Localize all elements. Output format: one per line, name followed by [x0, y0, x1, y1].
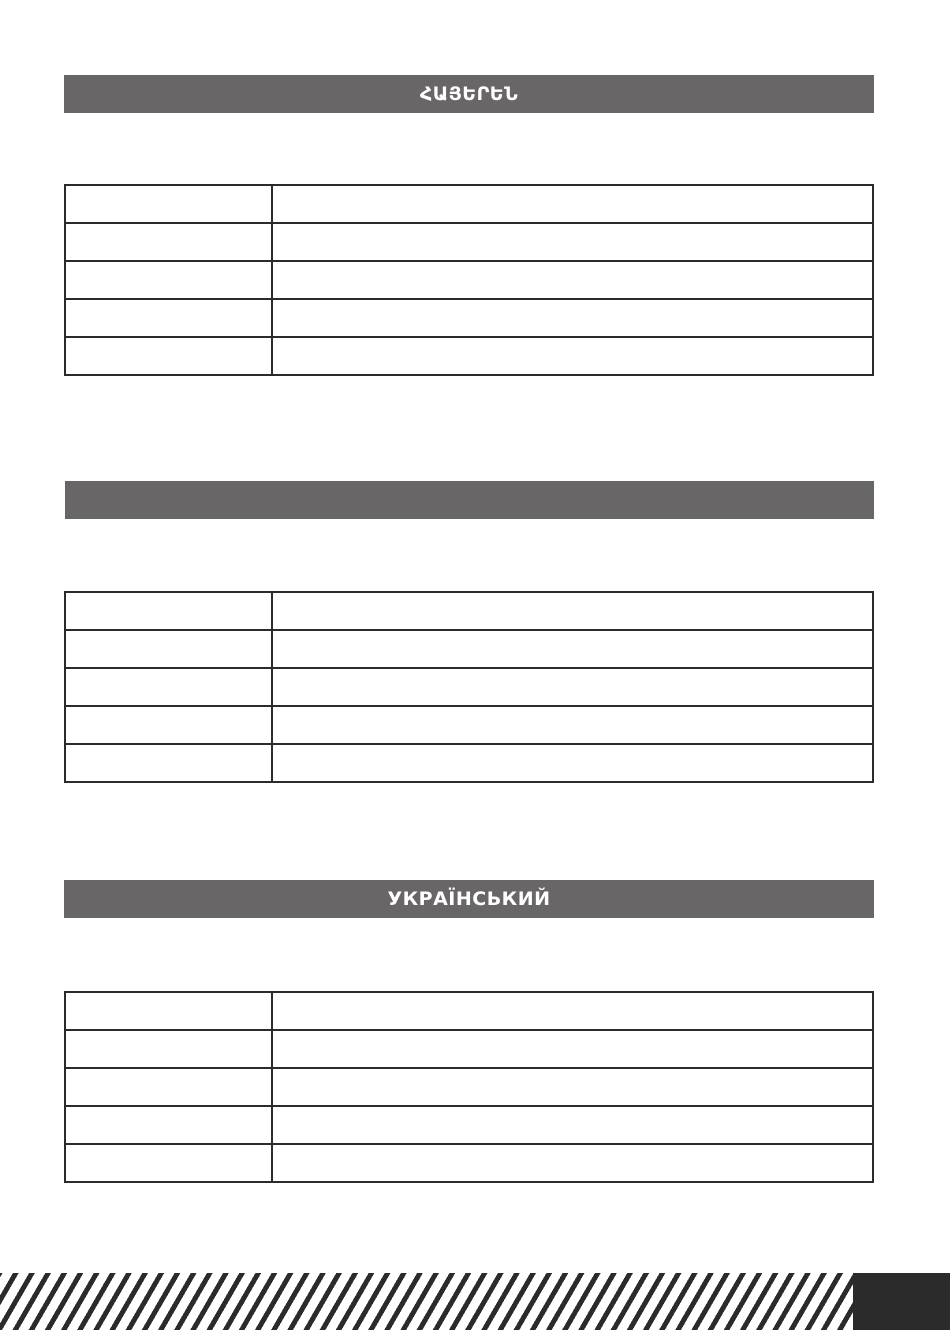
table-row [65, 185, 873, 223]
value-cell [272, 1068, 873, 1106]
diagonal-stripe-footer [0, 1273, 853, 1330]
section-header-armenian: ՀԱՅԵՐԵՆ [64, 75, 874, 113]
label-cell [65, 992, 272, 1030]
warranty-table-blank [64, 591, 874, 783]
table-row [65, 337, 873, 375]
label-cell [65, 1030, 272, 1068]
warranty-table-armenian [64, 184, 874, 376]
label-cell [65, 185, 272, 223]
section-header-blank [65, 481, 874, 519]
value-cell [272, 668, 873, 706]
value-cell [272, 1144, 873, 1182]
value-cell [272, 261, 873, 299]
value-cell [272, 1106, 873, 1144]
table-row [65, 223, 873, 261]
value-cell [272, 992, 873, 1030]
value-cell [272, 630, 873, 668]
label-cell [65, 337, 272, 375]
table-row [65, 1030, 873, 1068]
label-cell [65, 1144, 272, 1182]
table-row [65, 992, 873, 1030]
value-cell [272, 223, 873, 261]
label-cell [65, 744, 272, 782]
table-row [65, 630, 873, 668]
value-cell [272, 744, 873, 782]
table-row [65, 668, 873, 706]
value-cell [272, 1030, 873, 1068]
value-cell [272, 299, 873, 337]
table-row [65, 706, 873, 744]
table-row [65, 299, 873, 337]
label-cell [65, 592, 272, 630]
label-cell [65, 706, 272, 744]
label-cell [65, 261, 272, 299]
value-cell [272, 337, 873, 375]
table-row [65, 592, 873, 630]
section-header-ukrainian: УКРАЇНСЬКИЙ [64, 880, 874, 918]
label-cell [65, 668, 272, 706]
table-row [65, 1068, 873, 1106]
label-cell [65, 1068, 272, 1106]
table-row [65, 1144, 873, 1182]
page-number-box [853, 1273, 950, 1330]
table-row [65, 1106, 873, 1144]
value-cell [272, 592, 873, 630]
label-cell [65, 223, 272, 261]
label-cell [65, 1106, 272, 1144]
warranty-table-ukrainian [64, 991, 874, 1183]
value-cell [272, 185, 873, 223]
value-cell [272, 706, 873, 744]
label-cell [65, 299, 272, 337]
table-row [65, 744, 873, 782]
label-cell [65, 630, 272, 668]
table-row [65, 261, 873, 299]
